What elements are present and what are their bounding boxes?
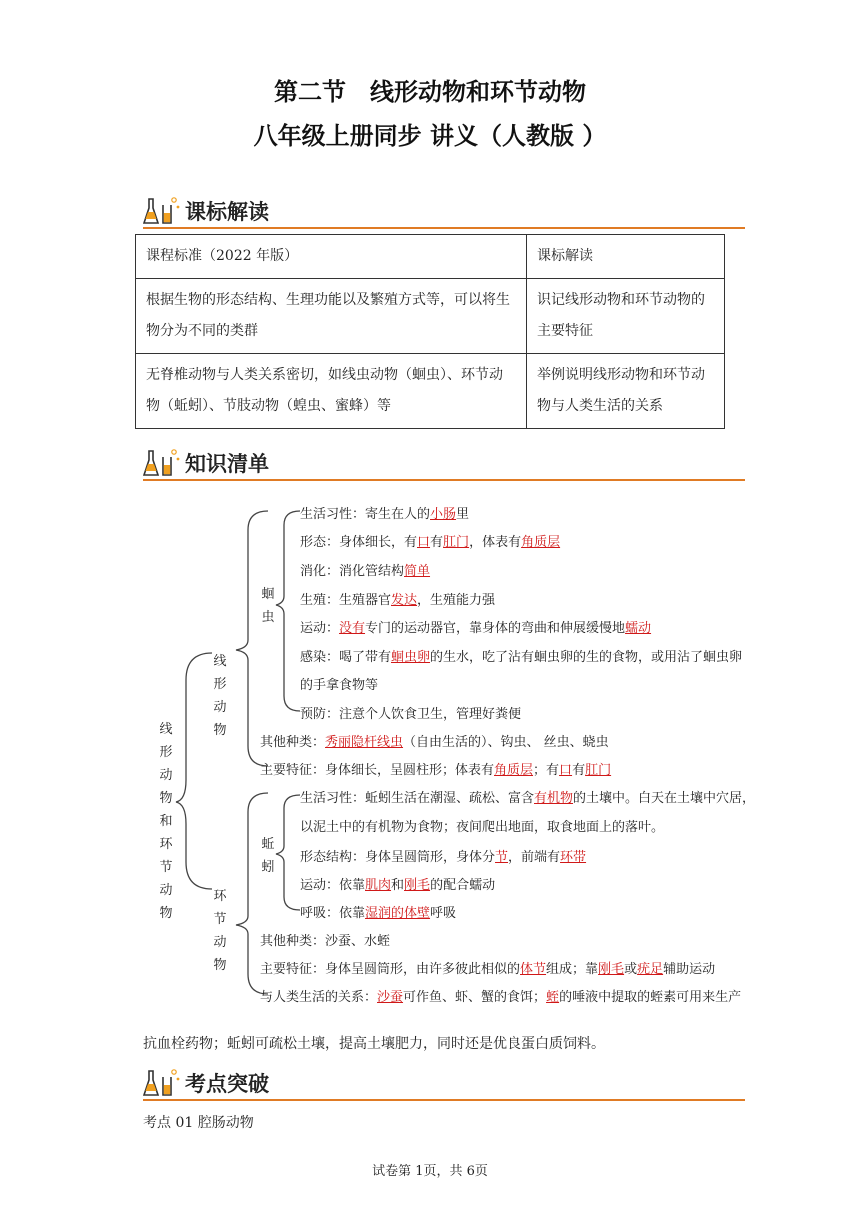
earthworm-label — [260, 833, 276, 879]
roundworm-infect-cont: 的手拿食物等 — [300, 678, 379, 693]
nematode-features: 主要特征：身体细长，呈圆柱形；体表有角质层；有口有肛门 — [260, 763, 612, 778]
page-subtitle: 八年级上册同步 讲义（人教版 ） — [253, 122, 607, 150]
exam-point-heading: 考点 01 腔肠动物 — [143, 1115, 254, 1131]
section-title: 知识清单 — [185, 452, 269, 476]
nematode-label — [212, 650, 228, 742]
earthworm-breath: 呼吸：依靠湿润的体壁呼吸 — [300, 906, 457, 921]
section-title: 课标解读 — [185, 200, 269, 224]
continuation-paragraph: 抗血栓药物；蚯蚓可疏松土壤，提高土壤肥力，同时还是优良蛋白质饲料。 — [143, 1036, 605, 1052]
annelid-relation: 与人类生活的关系：沙蚕可作鱼、虾、蟹的食饵；蛭的唾液中提取的蛭素可用来生产 — [260, 990, 742, 1005]
page-footer: 试卷第 1页，共 6页 — [372, 1164, 488, 1179]
nematode-others: 其他种类：秀丽隐杆线虫（自由生活的）、钩虫、 丝虫、蛲虫 — [260, 735, 609, 750]
earthworm-move: 运动：依靠肌肉和刚毛的配合蠕动 — [300, 878, 496, 893]
page-title: 第二节 线形动物和环节动物 — [274, 78, 586, 106]
flask-beaker-icon — [143, 1067, 183, 1101]
annelid-label — [212, 885, 228, 977]
roundworm-repro: 生殖：生殖器官发达，生殖能力强 — [300, 593, 496, 608]
roundworm-form: 形态：身体细长，有口有肛门，体表有角质层 — [300, 535, 561, 550]
earthworm-form: 形态结构：身体呈圆筒形，身体分节，前端有环带 — [300, 850, 587, 865]
table-cell: 根据生物的形态结构、生理功能以及繁殖方式等，可以将生物分为不同的类群 — [136, 279, 527, 354]
roundworm-prevent: 预防：注意个人饮食卫生，管理好粪便 — [300, 707, 522, 722]
table-cell: 无脊椎动物与人类关系密切，如线虫动物（蛔虫）、环节动物（蚯蚓）、节肢动物（蝗虫、蜜蜂）等 — [136, 354, 527, 429]
mindmap-root-label — [158, 718, 174, 925]
table-cell: 识记线形动物和环节动物的主要特征 — [527, 279, 725, 354]
earthworm-text: 蚯 蚓 — [261, 837, 275, 875]
roundworm-infect: 感染：喝了带有蛔虫卵的生水，吃了沾有蛔虫卵的生的食物，或用沾了蛔虫卵 — [300, 650, 743, 665]
table-header-cell: 课标解读 — [527, 235, 725, 279]
roundworm-label — [260, 583, 276, 629]
section-title: 考点突破 — [185, 1072, 269, 1096]
section-divider — [143, 1099, 745, 1101]
roundworm-text: 蛔 虫 — [261, 587, 275, 625]
annelid-others: 其他种类：沙蚕、水蛭 — [260, 934, 391, 949]
table-cell: 举例说明线形动物和环节动物与人类生活的关系 — [527, 354, 725, 429]
table-header-cell: 课程标准（2022 年版） — [136, 235, 527, 279]
nematode-text: 线 形 动 物 — [213, 654, 227, 738]
annelid-text: 环 节 动 物 — [213, 889, 227, 973]
earthworm-habit-cont: 以泥土中的有机物为食物；夜间爬出地面，取食地面上的落叶。 — [300, 820, 665, 835]
roundworm-digest: 消化：消化管结构简单 — [300, 564, 431, 579]
root-text: 线 形 动 物 和 环 节 动 物 — [159, 722, 173, 921]
earthworm-habit: 生活习性：蚯蚓生活在潮湿、疏松、富含有机物的土壤中。白天在土壤中穴居， — [300, 791, 756, 806]
roundworm-move: 运动：没有专门的运动器官，靠身体的弯曲和伸展缓慢地蠕动 — [300, 621, 652, 636]
annelid-features: 主要特征：身体呈圆筒形，由许多彼此相似的体节组成；靠刚毛或疣足辅助运动 — [260, 962, 716, 977]
roundworm-habit: 生活习性：寄生在人的小肠里 — [300, 507, 470, 522]
section-header-exam — [143, 1065, 745, 1101]
